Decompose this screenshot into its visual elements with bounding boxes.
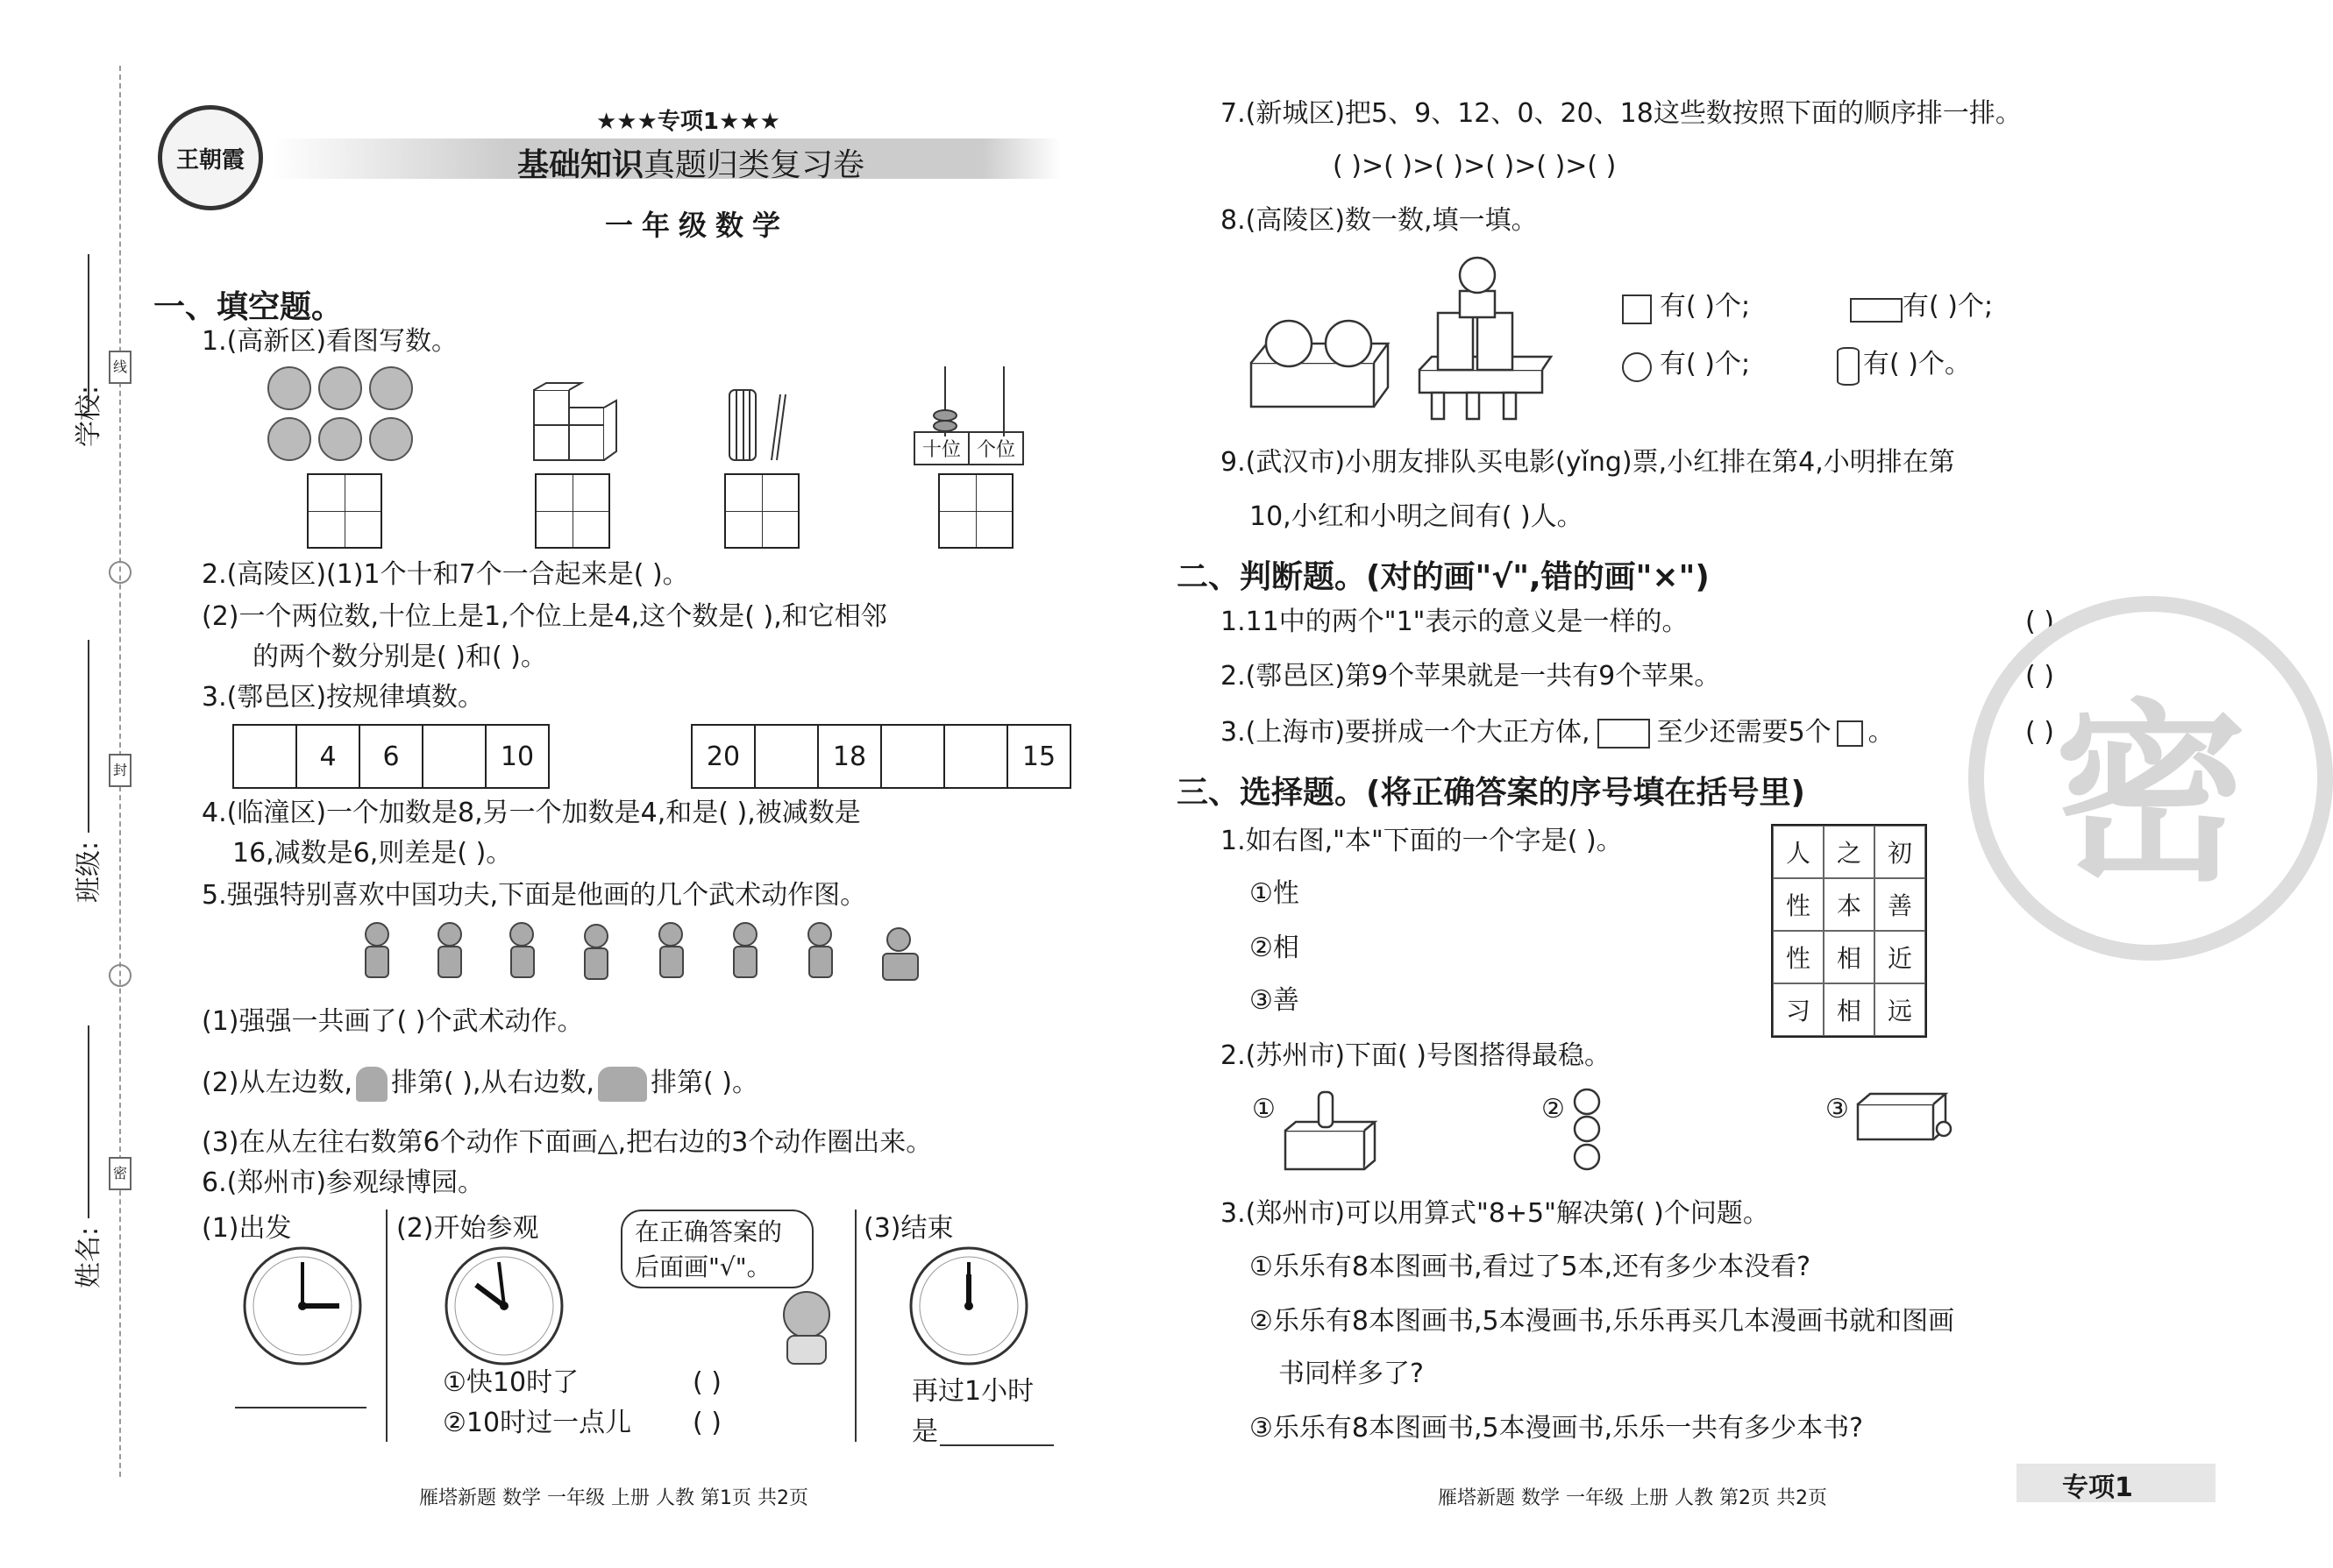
title-rest: 真题归类复习卷 [644,147,865,183]
name-label: 姓名: [74,1226,104,1288]
clock-end-icon [907,1245,1030,1367]
subject-title: 一年级数学 [605,209,790,242]
footer-right: 雁塔新题 数学 一年级 上册 人教 第2页 共2页 [1438,1487,1827,1509]
q2-part3: 的两个数分别是( )和( )。 [253,642,547,672]
answer-grid-4[interactable] [938,473,1014,549]
q5-text: 5.强强特别喜欢中国功夫,下面是他画的几个武术动作图。 [202,880,867,911]
abacus-figure [912,366,1035,438]
bubble-line1: 在正确答案的 [635,1217,783,1246]
character-grid [1771,824,1927,1038]
q7-text: 7.(新城区)把5、9、12、0、20、18这些数按照下面的顺序排一排。 [1220,98,2022,129]
q8-shapes-figure [1249,256,1547,422]
grid-cell: 人 [1773,826,1824,878]
judge-1-paren[interactable]: ( ) [2025,607,2054,637]
choice-2-label1: ① [1252,1094,1276,1125]
q1-text: 1.(高新区)看图写数。 [202,326,459,357]
choice-3-opt2a: ②乐乐有8本图画书,5本漫画书,乐乐再买几本漫画书就和图画 [1249,1306,1955,1337]
logo-badge [158,105,263,210]
q6-after-text2: 是 [912,1416,938,1447]
sequence-1 [232,724,550,789]
q6-divider1 [386,1210,388,1442]
q8-cylinder-count[interactable]: 有( )个。 [1863,349,1971,380]
stack-figure-3 [1854,1090,1951,1143]
school-blank [88,254,89,412]
seq1-cell: 6 [360,726,423,787]
seq2-cell: 15 [1021,741,1056,772]
q6-answer-line3[interactable] [940,1444,1054,1446]
grid-cell: 远 [1874,983,1925,1036]
class-label: 班级: [74,841,104,903]
judge-1: 1.11中的两个"1"表示的意义是一样的。 [1220,607,1689,637]
binding-dot-icon [109,561,132,584]
q5-part3: (3)在从左往右数第6个动作下面画△,把右边的3个动作圈出来。 [202,1127,933,1158]
q9-part1: 9.(武汉市)小朋友排队买电影(yǐng)票,小红排在第4,小明排在第 [1220,447,1955,478]
secret-stamp [1968,596,2333,961]
seq2-cell: 20 [693,726,756,787]
choice-1-opt2: ②相 [1249,933,1299,963]
seq2-cell[interactable] [756,726,819,787]
ones-label: 个位 [977,439,1016,461]
class-blank [88,640,89,833]
q6-option1-paren[interactable]: ( ) [693,1367,722,1398]
grid-cell: 性 [1773,931,1824,983]
sticks-figure [719,386,807,469]
seq2-cell[interactable] [882,726,945,787]
section3-title: 三、选择题。(将正确答案的序号填在括号里) [1177,775,1805,811]
seq1-cell: 4 [297,726,360,787]
q6-divider2 [855,1210,857,1442]
judge-2-paren[interactable]: ( ) [2025,661,2054,692]
seq1-cell[interactable] [234,726,297,787]
footer-left: 雁塔新题 数学 一年级 上册 人教 第1页 共2页 [419,1487,808,1509]
binding-mark-secret: 密 [109,1157,132,1190]
grid-cell: 之 [1824,826,1874,878]
choice-3-opt1: ①乐乐有8本图画书,看过了5本,还有多少本没看? [1249,1252,1811,1282]
choice-1: 1.如右图,"本"下面的一个字是( )。 [1220,826,1623,856]
q3-text: 3.(鄠邑区)按规律填数。 [202,682,485,713]
footer-tag-text: 专项1 [2062,1472,2133,1503]
apples-figure [263,364,421,465]
answer-grid-3[interactable] [724,473,800,549]
q8-cuboid-count[interactable]: 有( )个; [1903,291,1994,322]
sphere-icon [1622,352,1652,382]
cuboid-icon [1850,298,1903,323]
stack-figure-2 [1565,1087,1609,1174]
seq2-cell: 18 [819,726,882,787]
cube-icon [1622,294,1652,324]
q6-text: 6.(郑州市)参观绿博园。 [202,1167,485,1198]
binding-mark-line: 线 [109,351,132,384]
logo-text: 王朝霞 [175,146,245,174]
kungfu-icon [598,1067,647,1102]
q6-option2-paren[interactable]: ( ) [693,1408,722,1438]
small-cube-icon [1837,720,1863,747]
q5-part2-c: 排第( )。 [651,1068,759,1098]
choice-2-label3: ③ [1825,1094,1849,1125]
judge-3-a: 3.(上海市)要拼成一个大正方体, [1220,717,1590,748]
q8-sphere-count[interactable]: 有( )个; [1660,349,1751,380]
bubble-line2: 后面画"√"。 [635,1252,772,1281]
binding-dot-icon [109,964,132,987]
stack-figure-1 [1282,1087,1378,1174]
q8-text: 8.(高陵区)数一数,填一填。 [1220,205,1538,236]
q6-panel3-label: (3)结束 [864,1213,954,1244]
q6-panel1-label: (1)出发 [202,1213,292,1244]
choice-3-opt3: ③乐乐有8本图画书,5本漫画书,乐乐一共有多少本书? [1249,1413,1864,1444]
title-bold: 基础知识 [517,147,644,183]
q2-part2: (2)一个两位数,十位上是1,个位上是4,这个数是( ),和它相邻 [202,601,887,632]
q4-part2: 16,减数是6,则差是( )。 [232,838,513,869]
kungfu-figures [346,919,960,997]
kungfu-icon [356,1067,388,1102]
section2-title: 二、判断题。(对的画"√",错的画"×") [1177,559,1710,595]
grid-cell: 初 [1874,826,1925,878]
choice-1-opt3: ③善 [1249,985,1299,1016]
judge-3-b: 至少还需要5个 [1656,717,1832,748]
choice-2-label2: ② [1541,1094,1565,1125]
choice-1-opt1: ①性 [1249,878,1299,909]
abacus-place-labels [914,431,1024,465]
q5-part2-b: 排第( ),从右边数, [391,1068,595,1098]
q6-after-text1: 再过1小时 [912,1376,1035,1407]
choice-3-opt2b: 书同样多了? [1278,1359,1424,1389]
grid-cell: 相 [1824,983,1874,1036]
q5-part2-a: (2)从左边数, [202,1068,353,1098]
q6-option2: ②10时过一点儿 [443,1408,632,1438]
q8-cube-count[interactable]: 有( )个; [1660,291,1751,322]
name-blank [88,1025,89,1218]
answer-grid-1[interactable] [307,473,382,549]
stamp-char: 密 [2053,683,2247,907]
q2-part1: 2.(高陵区)(1)1个十和7个一合起来是( )。 [202,559,689,590]
q6-panel2-label: (2)开始参观 [396,1213,539,1244]
q7-order[interactable]: ( )>( )>( )>( )>( )>( ) [1333,151,1617,181]
cylinder-icon [1837,347,1860,386]
judge-3 [1220,715,1895,750]
judge-3-c: 。 [1867,717,1895,748]
binding-mark-seal: 封 [109,754,132,787]
choice-2: 2.(苏州市)下面( )号图搭得最稳。 [1220,1040,1611,1071]
sequence-2 [691,724,1071,789]
judge-2: 2.(鄠邑区)第9个苹果就是一共有9个苹果。 [1220,661,1721,692]
clock-visit-icon [443,1245,565,1367]
grid-cell: 性 [1773,878,1824,931]
q9-part2: 10,小红和小明之间有( )人。 [1249,501,1583,532]
grid-cell: 相 [1824,931,1874,983]
girl-icon [772,1288,842,1367]
seq1-cell: 10 [500,741,535,772]
paper-title [517,140,864,185]
series-label: ★★★专项1★★★ [596,109,780,135]
two-cubes-icon [1597,719,1650,749]
grid-cell: 本 [1824,878,1874,931]
grid-cell: 善 [1874,878,1925,931]
school-label: 学校: [74,385,104,447]
judge-3-paren[interactable]: ( ) [2025,717,2054,748]
q4-part1: 4.(临潼区)一个加数是8,另一个加数是4,和是( ),被减数是 [202,798,861,828]
tens-label: 十位 [915,433,970,464]
section1-title: 一、填空题。 [153,289,344,325]
q5-part1: (1)强强一共画了( )个武术动作。 [202,1006,584,1037]
answer-grid-2[interactable] [535,473,610,549]
choice-3: 3.(郑州市)可以用算式"8+5"解决第( )个问题。 [1220,1198,1769,1229]
q5-part2 [202,1066,758,1102]
q6-option1: ①快10时了 [443,1367,580,1398]
grid-cell: 近 [1874,931,1925,983]
cubes-figure [530,381,627,465]
q6-answer-line1[interactable] [235,1407,366,1408]
clock-start-icon [241,1245,364,1367]
grid-cell: 习 [1773,983,1824,1036]
q6-speech-bubble [621,1210,814,1288]
seq1-cell[interactable] [423,726,487,787]
seq2-cell[interactable] [945,726,1008,787]
